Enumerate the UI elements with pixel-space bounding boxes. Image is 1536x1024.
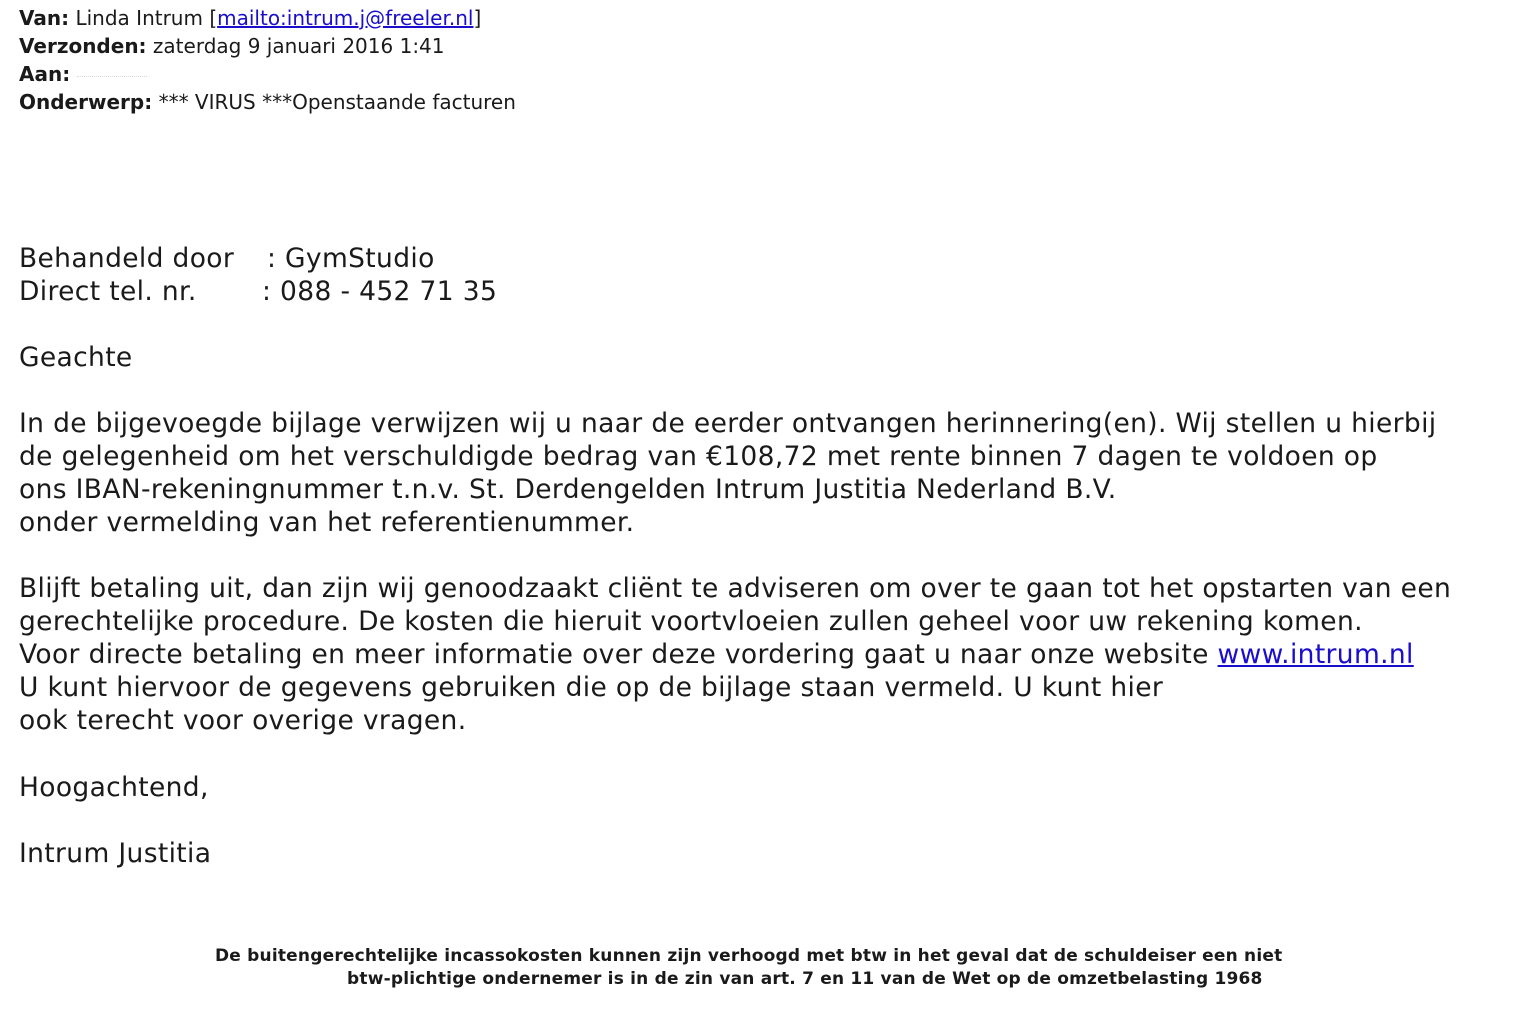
p2-line-5: ook terecht voor overige vragen.	[19, 705, 467, 736]
from-close: ]	[473, 6, 482, 30]
handled-by-row	[19, 242, 435, 275]
sent-label: Verzonden:	[19, 34, 147, 58]
website-link[interactable]: www.intrum.nl	[1217, 639, 1414, 670]
p2-line-2: gerechtelijke procedure. De kosten die hieruit voortvloeien zullen geheel voor uw rekening komen.	[19, 606, 1363, 637]
subject-label: Onderwerp:	[19, 90, 153, 114]
p1-line-4: onder vermelding van het referentienummer.	[19, 507, 635, 538]
phone-value: : 088 - 452 71 35	[262, 276, 498, 307]
to-row	[19, 62, 147, 86]
from-row	[19, 6, 481, 30]
subject-row	[19, 90, 516, 114]
handled-by-value: : GymStudio	[267, 243, 435, 274]
p1-line-3: ons IBAN-rekeningnummer t.n.v. St. Derdengelden Intrum Justitia Nederland B.V.	[19, 474, 1117, 505]
p2-line-3	[19, 638, 1414, 671]
subject-value: *** VIRUS ***Openstaande facturen	[158, 90, 516, 114]
p2-line-3-text: Voor directe betaling en meer informatie over deze vordering gaat u naar onze website	[19, 639, 1218, 670]
p1-line-1: In de bijgevoegde bijlage verwijzen wij u naar de eerder ontvangen herinnering(en). Wij stellen u hierbij	[19, 408, 1437, 439]
p2-line-4: U kunt hiervoor de gegevens gebruiken die op de bijlage staan vermeld. U kunt hier	[19, 672, 1164, 703]
from-name: Linda Intrum [	[75, 6, 218, 30]
sent-row	[19, 34, 445, 58]
sent-value: zaterdag 9 januari 2016 1:41	[152, 34, 445, 58]
to-redacted	[77, 74, 147, 77]
phone-row	[19, 275, 497, 308]
phone-label: Direct tel. nr.	[19, 276, 197, 307]
from-email-link[interactable]: mailto:intrum.j@freeler.nl	[217, 6, 474, 30]
footer-line-2: btw-plichtige ondernemer is in de zin van art. 7 en 11 van de Wet op de omzetbelasting 1968	[347, 969, 1263, 989]
to-label: Aan:	[19, 62, 71, 86]
p2-line-1: Blijft betaling uit, dan zijn wij genoodzaakt cliënt te adviseren om over te gaan tot het opstarten van een	[19, 573, 1452, 604]
p1-line-2: de gelegenheid om het verschuldigde bedrag van €108,72 met rente binnen 7 dagen te voldoen op	[19, 441, 1378, 472]
from-label: Van:	[19, 6, 70, 30]
footer-line-1: De buitengerechtelijke incassokosten kunnen zijn verhoogd met btw in het geval dat de schuldeiser een niet	[215, 946, 1283, 966]
greeting: Geachte	[19, 342, 133, 373]
signature: Intrum Justitia	[19, 838, 212, 869]
handled-by-label: Behandeld door	[19, 243, 235, 274]
closing: Hoogachtend,	[19, 772, 209, 803]
